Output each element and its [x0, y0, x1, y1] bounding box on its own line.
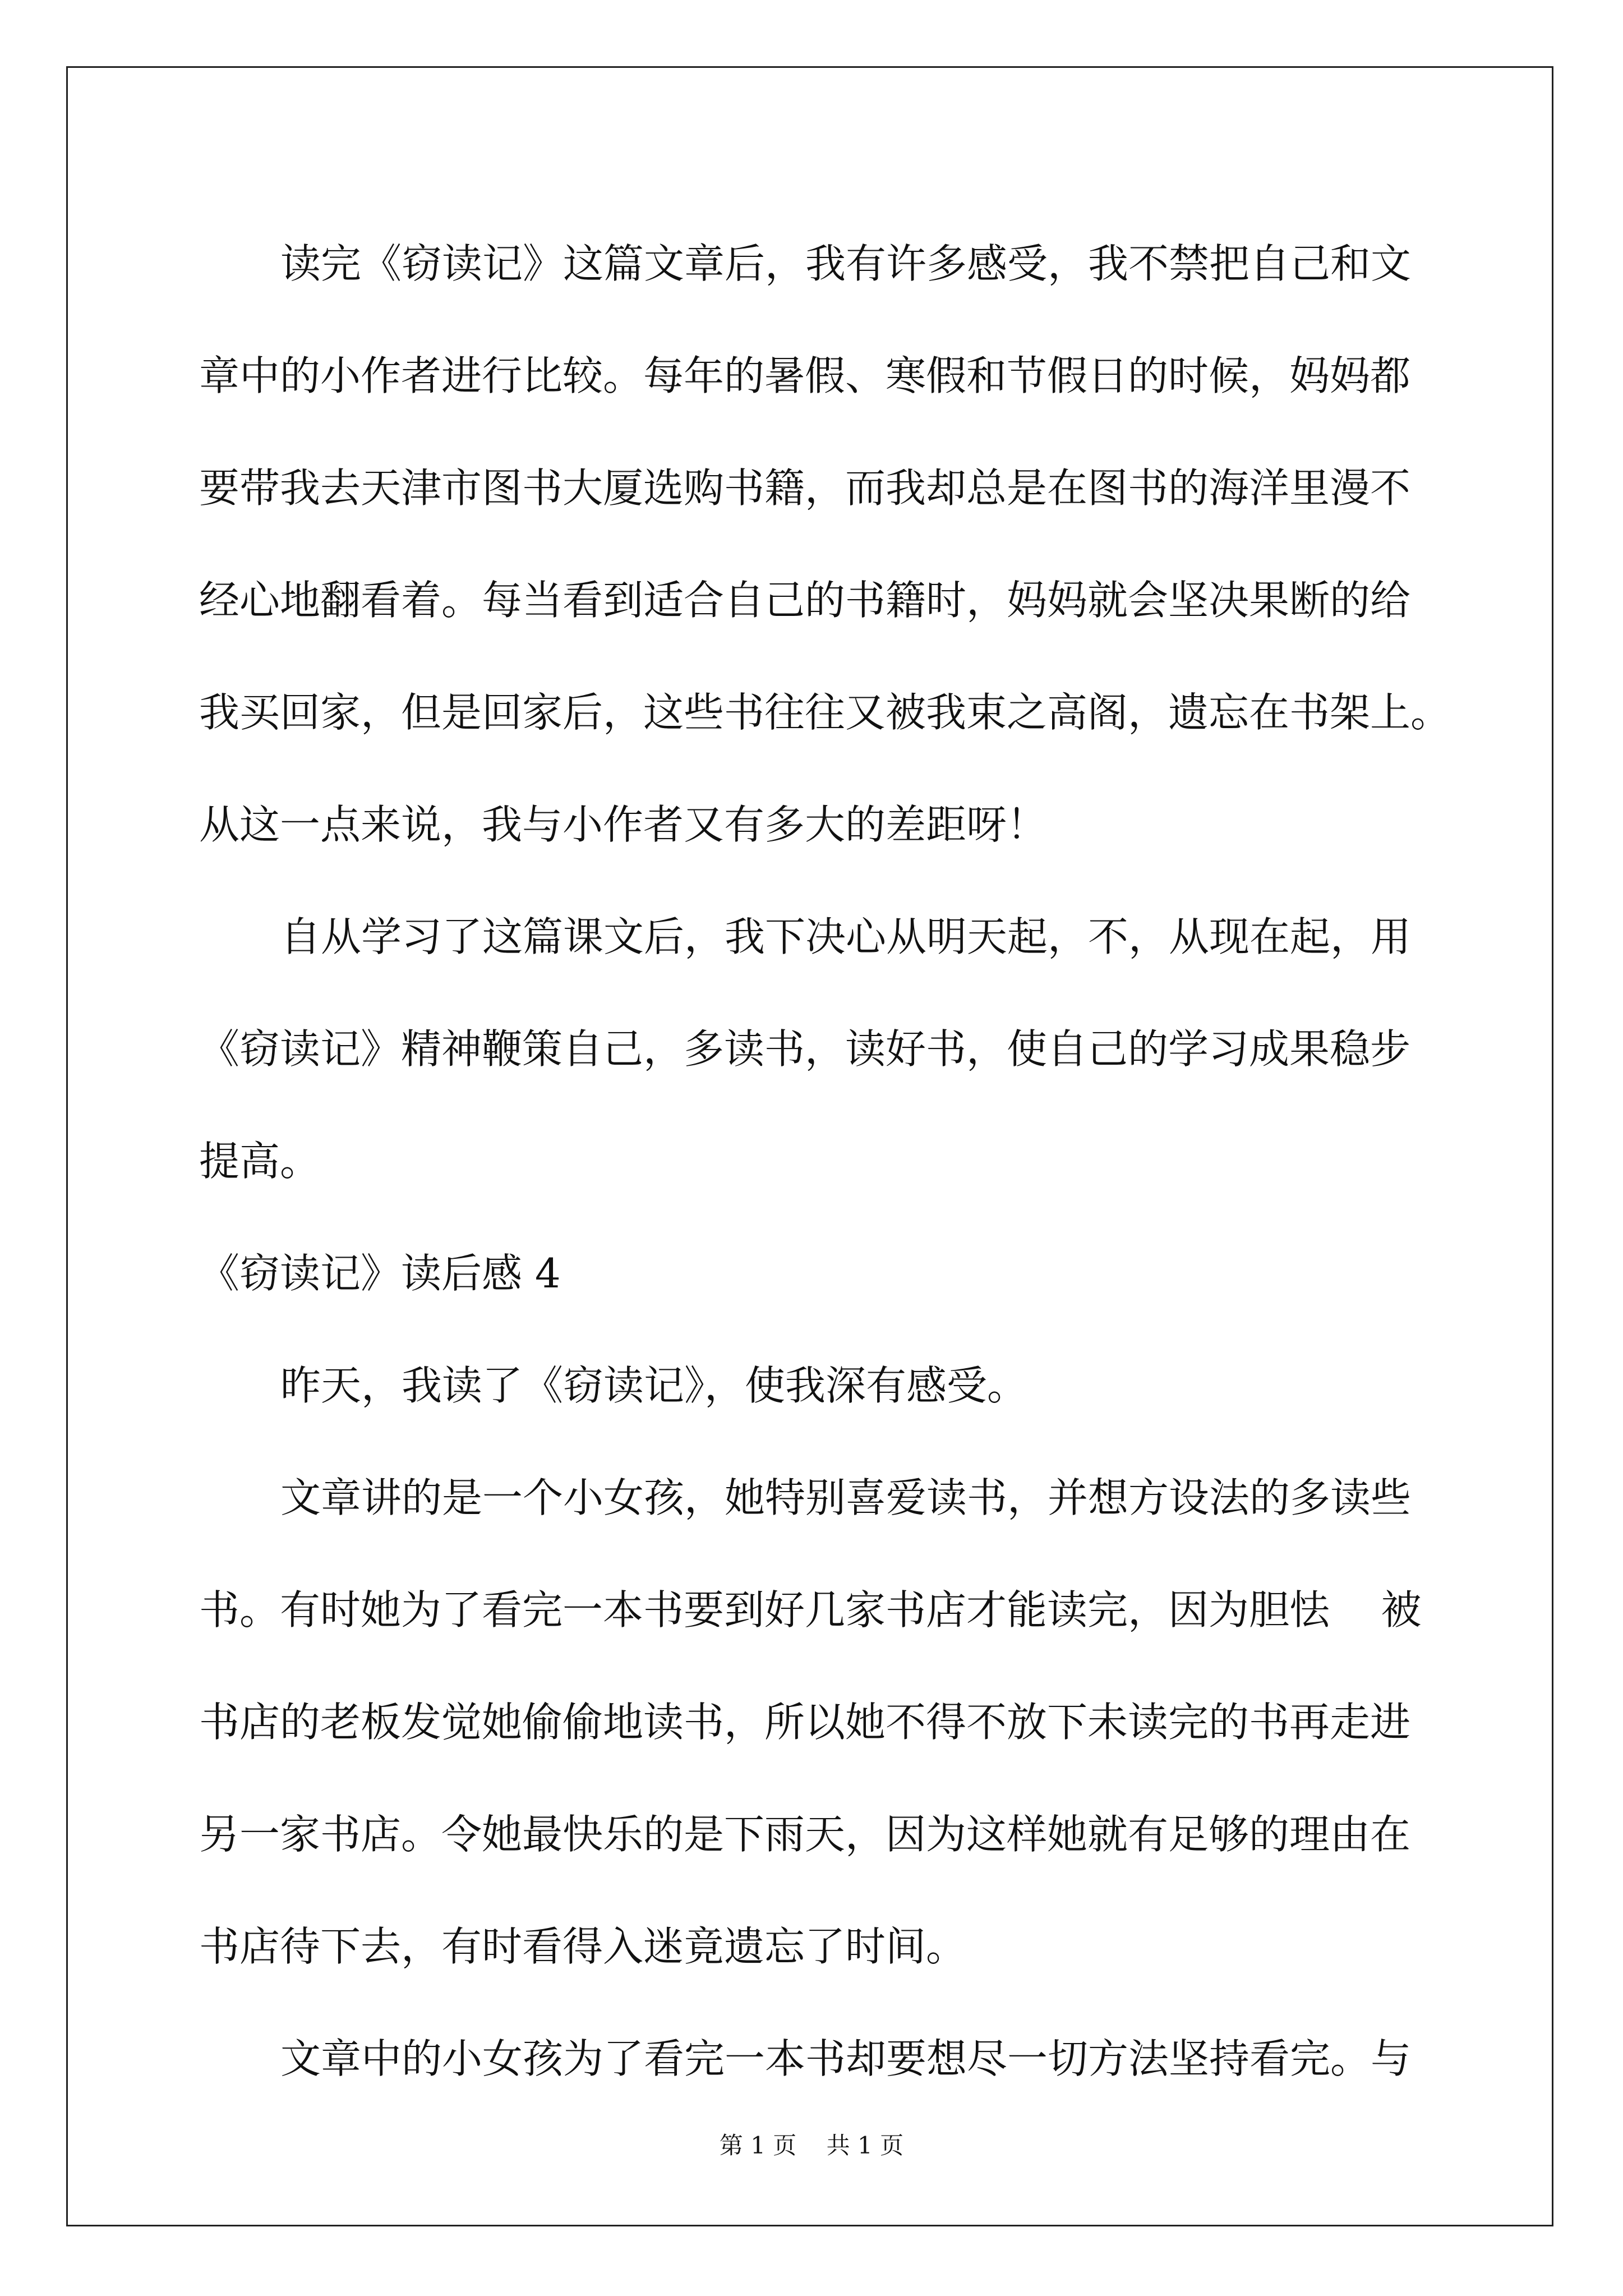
text-line: 从这一点来说，我与小作者又有多大的差距呀！ — [199, 801, 1048, 848]
text-line: 提高。 — [199, 1138, 321, 1185]
paragraph — [199, 2003, 1422, 2115]
document-body — [199, 208, 1451, 2115]
text-line: 书店的老板发觉她偷偷地读书，所以她不得不放下未读完的书再走进 — [199, 1699, 1411, 1746]
paragraph — [199, 881, 1422, 1217]
text-line: 文章讲的是一个小女孩，她特别喜爱读书，并想方设法的多读些 — [280, 1474, 1412, 1521]
page-footer — [0, 2129, 1623, 2162]
paragraph — [199, 1442, 1422, 2003]
text-line: 书店待下去，有时看得入迷竟遗忘了时间。 — [199, 1923, 967, 1970]
page-total: 共 1 页 — [826, 2132, 904, 2159]
text-line: 章中的小作者进行比较。每年的暑假、寒假和节假日的时候，妈妈都 — [199, 352, 1411, 399]
text-line: 书。有时她为了看完一本书要到好几家书店才能读完，因为胆怯 被 — [199, 1586, 1422, 1634]
text-line: 昨天，我读了《窃读记》，使我深有感受。 — [280, 1362, 1028, 1409]
text-line: 文章中的小女孩为了看完一本书却要想尽一切方法坚持看完。与 — [280, 2035, 1412, 2082]
paragraph — [199, 1329, 1422, 1442]
text-line: 另一家书店。令她最快乐的是下雨天，因为这样她就有足够的理由在 — [199, 1811, 1411, 1858]
page-number: 第 1 页 — [719, 2132, 797, 2159]
text-line: 要带我去天津市图书大厦选购书籍，而我却总是在图书的海洋里漫不 — [199, 464, 1411, 512]
text-line: 经心地翻看着。每当看到适合自己的书籍时，妈妈就会坚决果断的给 — [199, 577, 1411, 624]
text-line: 读完《窃读记》这篇文章后，我有许多感受，我不禁把自己和文 — [280, 240, 1412, 287]
text-line: 自从学习了这篇课文后，我下决心从明天起，不，从现在起，用 — [280, 913, 1412, 960]
paragraph — [199, 208, 1451, 881]
text-line: 我买回家，但是回家后，这些书往往又被我束之高阁，遗忘在书架上。 — [199, 689, 1451, 736]
section-heading: 《窃读记》读后感 4 — [199, 1250, 561, 1297]
text-line: 《窃读记》精神鞭策自己，多读书，读好书，使自己的学习成果稳步 — [199, 1025, 1411, 1073]
